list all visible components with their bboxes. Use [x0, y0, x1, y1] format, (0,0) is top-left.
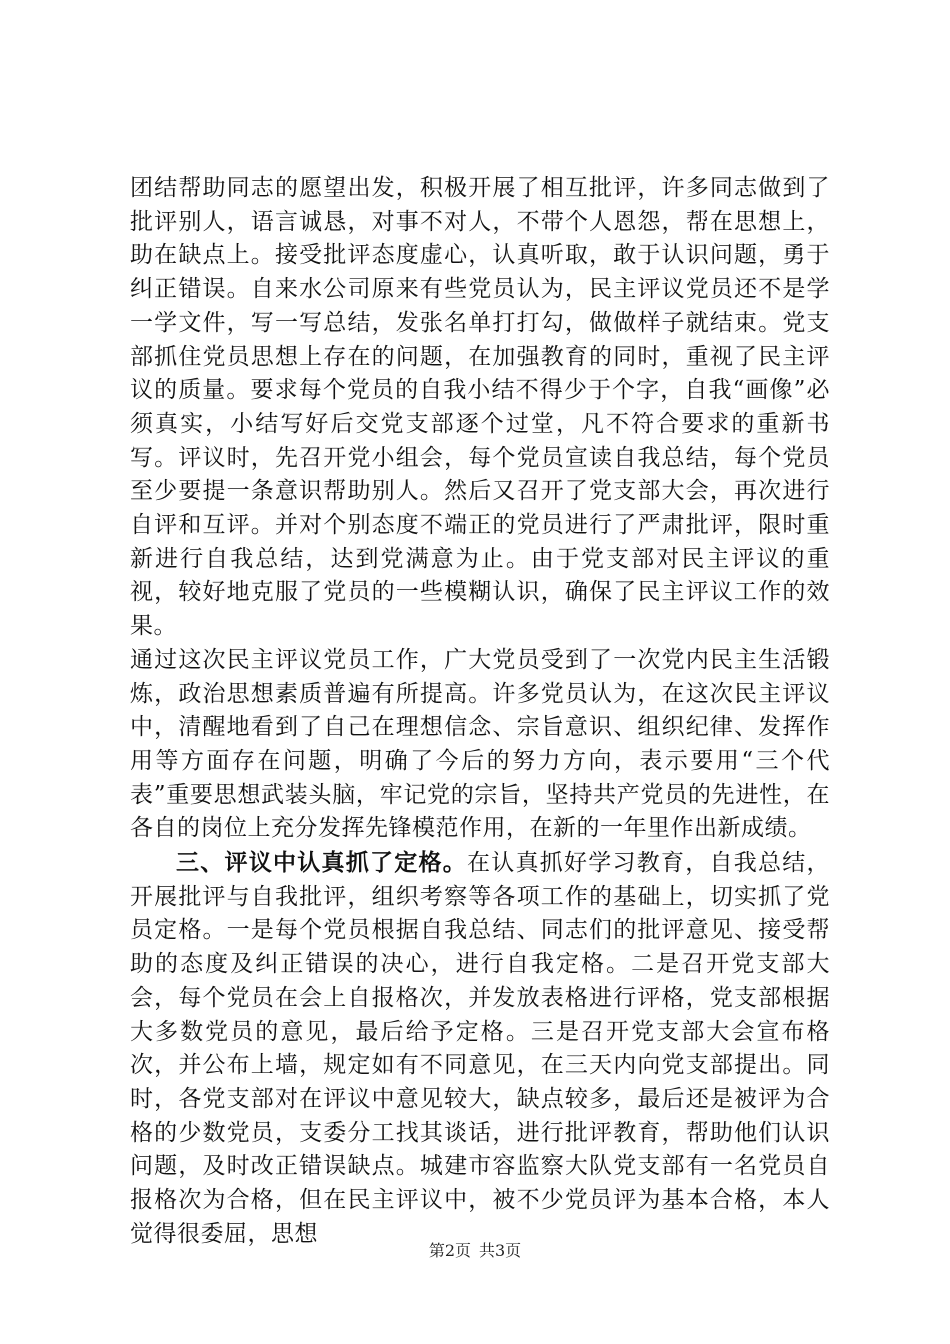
- page-total: 共3页: [479, 1241, 522, 1260]
- paragraph-section-three: [130, 846, 830, 1251]
- document-body: [130, 172, 830, 1252]
- page-footer: [0, 1241, 950, 1261]
- paragraph-continuation: 团结帮助同志的愿望出发，积极开展了相互批评，许多同志做到了批评别人，语言诚恳，对事不对人，不带个人恩怨，帮在思想上，助在缺点上。接受批评态度虚心，认真听取，敢于认识问题，勇于纠正错误。自来水公司原来有些党员认为，民主评议党员还不是学一学文件，写一写总结，发张名单打打勾，做做样子就结束。党支部抓住党员思想上存在的问题，在加强教育的同时，重视了民主评议的质量。要求每个党员的自我小结不得少于个字，自我“画像”必须真实，小结写好后交党支部逐个过堂，凡不符合要求的重新书写。评议时，先召开党小组会，每个党员宣读自我总结，每个党员至少要提一条意识帮助别人。然后又召开了党支部大会，再次进行自评和互评。并对个别态度不端正的党员进行了严肃批评，限时重新进行自我总结，达到党满意为止。由于党支部对民主评议的重视，较好地克服了党员的一些模糊认识，确保了民主评议工作的效果。: [130, 175, 830, 640]
- page-number: 第2页: [428, 1241, 471, 1260]
- section-heading: 三、评议中认真抓了定格。: [176, 849, 467, 877]
- section-body: 在认真抓好学习教育，自我总结，开展批评与自我批评，组织考察等各项工作的基础上，切实抓了党员定格。一是每个党员根据自我总结、同志们的批评意见、接受帮助的态度及纠正错误的决心，进行自我定格。二是召开党支部大会，每个党员在会上自报格次，并发放表格进行评格，党支部根据大多数党员的意见，最后给予定格。三是召开党支部大会宣布格次，并公布上墙，规定如有不同意见，在三天内向党支部提出。同时，各党支部对在评议中意见较大，缺点较多，最后还是被评为合格的少数党员，支委分工找其谈话，进行批评教育，帮助他们认识问题，及时改正错误缺点。城建市容监察大队党支部有一名党员自报格次为合格，但在民主评议中，被不少党员评为基本合格，本人觉得很委屈，思想: [130, 850, 830, 1247]
- paragraph-results: 通过这次民主评议党员工作，广大党员受到了一次党内民主生活锻炼，政治思想素质普遍有所提高。许多党员认为，在这次民主评议中，清醒地看到了自己在理想信念、宗旨意识、组织纪律、发挥作用等方面存在问题，明确了今后的努力方向，表示要用“三个代表”重要思想武装头脑，牢记党的宗旨，坚持共产党员的先进性，在各自的岗位上充分发挥先锋模范作用，在新的一年里作出新成绩。: [130, 646, 830, 842]
